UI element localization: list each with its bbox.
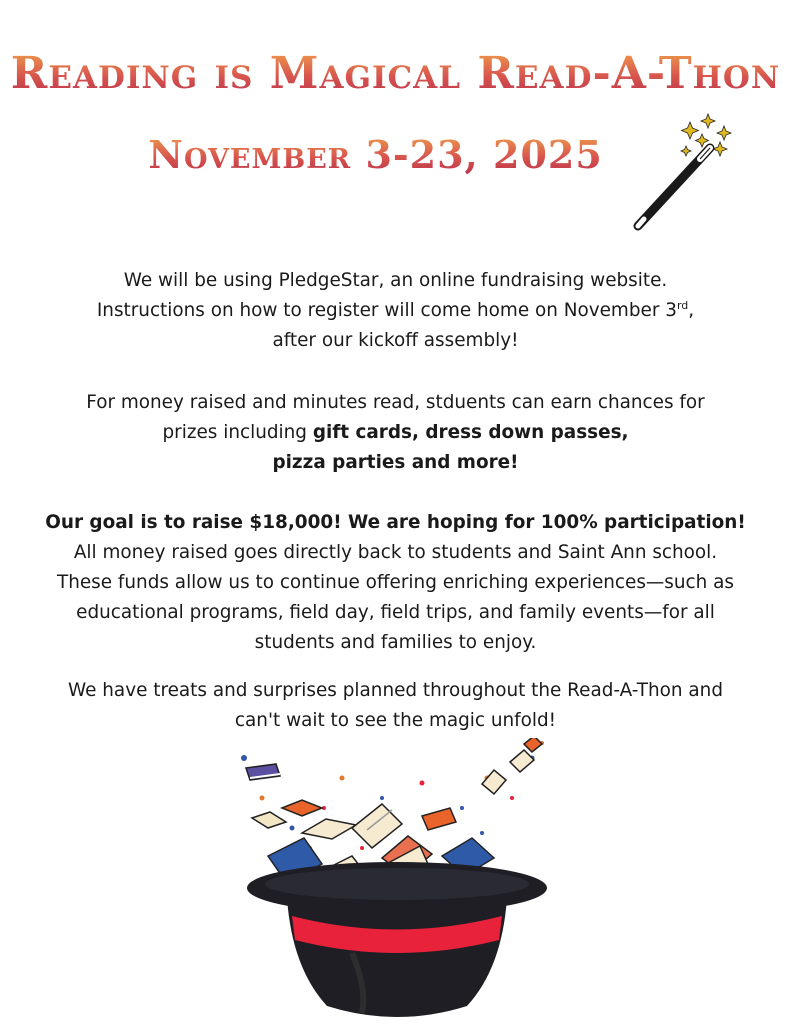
paragraph-registration: We will be using PledgeStar, an online fundraising website. Instructions on how to register will come home on November 3rd, after our kickoff assembly!	[96, 270, 695, 351]
magic-hat-with-books-icon	[232, 738, 562, 1020]
event-dates: November 3-23, 2025	[0, 132, 771, 177]
paragraph-treats: We have treats and surprises planned throughout the Read-A-Thon and can't wait to see the magic unfold!	[68, 680, 723, 731]
paragraph-prizes: For money raised and minutes read, stduents can earn chances for prizes including gift cards, dress down passes, pizza parties and more!	[86, 392, 705, 473]
magic-wand-icon	[628, 108, 748, 238]
paragraph-goal: Our goal is to raise $18,000! We are hoping for 100% participation! All money raised goes directly back to students and Saint Ann school. These funds allow us to continue offering enriching experiences—such as educational programs, field day, field trips, and family events—for all students and families to enjoy.	[45, 512, 746, 653]
page-title: Reading is Magical Read-A-Thon	[0, 48, 791, 99]
